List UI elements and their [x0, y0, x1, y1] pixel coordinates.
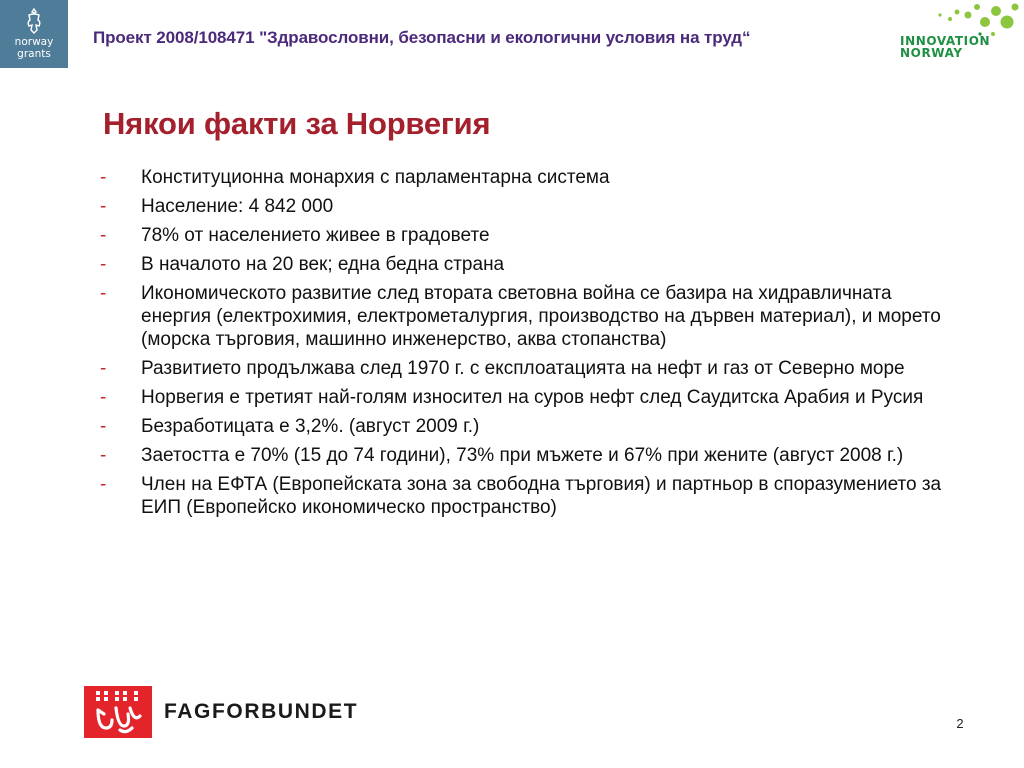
list-item-text: Заетостта е 70% (15 до 74 години), 73% при мъжете и 67% при жените (август 2008 г.)	[141, 445, 904, 466]
list-item	[100, 386, 950, 409]
bullet-marker: -	[100, 445, 107, 466]
list-item-text: Население: 4 842 000	[141, 196, 334, 217]
norway-grants-line1: norway	[14, 36, 54, 48]
list-item	[100, 166, 950, 189]
norway-lion-icon	[24, 8, 44, 34]
list-item-text: В началото на 20 век; една бедна страна	[141, 254, 505, 275]
bullet-marker: -	[100, 474, 107, 495]
bullet-marker: -	[100, 254, 107, 275]
list-item	[100, 195, 950, 218]
bullet-marker: -	[100, 387, 107, 408]
norway-grants-logo	[0, 0, 68, 68]
page-number: 2	[956, 716, 964, 731]
list-item-text: Конституционна монархия с парламентарна система	[141, 167, 610, 188]
bullet-marker: -	[100, 225, 107, 246]
innovation-norway-logo	[900, 2, 1024, 66]
fagforbundet-text: FAGFORBUNDET	[164, 700, 359, 723]
list-item	[100, 357, 950, 380]
list-item-text: Член на ЕФТА (Европейската зона за свободна търговия) и партньор в споразумението за ЕИП (Европейско икономическо пространство)	[141, 474, 942, 518]
list-item-text: Безработицата е 3,2%. (август 2009 г.)	[141, 416, 480, 437]
bullet-marker: -	[100, 167, 107, 188]
list-item	[100, 473, 950, 519]
list-item	[100, 282, 950, 351]
list-item-text: Развитието продължава след 1970 г. с експлоатацията на нефт и газ от Северно море	[141, 358, 905, 379]
facts-list	[100, 166, 950, 525]
bullet-marker: -	[100, 196, 107, 217]
bullet-marker: -	[100, 358, 107, 379]
list-item	[100, 253, 950, 276]
innovation-norway-line1: INNOVATION	[900, 34, 991, 48]
innovation-dots-icon	[900, 2, 1024, 36]
list-item	[100, 444, 950, 467]
fagforbundet-mark	[84, 686, 152, 738]
fagforbundet-logo	[84, 686, 359, 738]
project-title: Проект 2008/108471 "Здравословни, безопасни и екологични условия на труд“	[93, 28, 751, 47]
list-item-text: 78% от населението живее в градовете	[141, 225, 490, 246]
list-item-text: Икономическото развитие след втората световна война се базира на хидравличната енергия (електрохимия, електрометалургия, производство на дървен материал), и морето (морска търговия, машинно инженерство, аква стопанства)	[141, 283, 941, 350]
list-item	[100, 224, 950, 247]
list-item-text: Норвегия е третият най-голям износител на суров нефт след Саудитска Арабия и Русия	[141, 387, 924, 408]
norway-grants-line2: grants	[17, 48, 51, 60]
fagforbundet-people-icon	[84, 686, 152, 738]
slide-title: Някои факти за Норвегия	[103, 106, 491, 141]
bullet-marker: -	[100, 283, 107, 304]
innovation-norway-line2: NORWAY	[900, 46, 963, 60]
list-item	[100, 415, 950, 438]
bullet-marker: -	[100, 416, 107, 437]
